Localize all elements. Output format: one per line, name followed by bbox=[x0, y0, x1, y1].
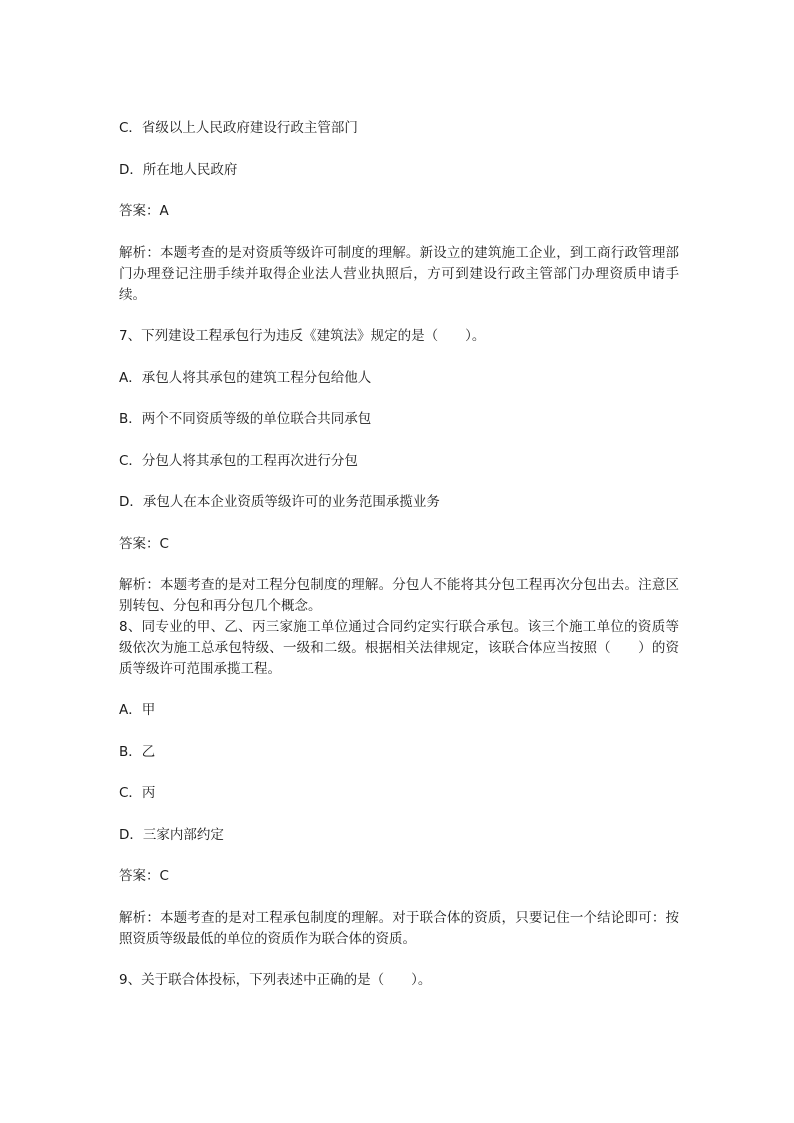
q8-question: 8、同专业的甲、乙、丙三家施工单位通过合同约定实行联合承包。该三个施工单位的资质等级依次为施工总承包特级、一级和二级。根据相关法律规定，该联合体应当按照（ ）的资质等级许可范围承揽工程。 bbox=[119, 619, 679, 677]
q8-analysis: 解析：本题考查的是对工程承包制度的理解。对于联合体的资质，只要记住一个结论即可：按照资质等级最低的单位的资质作为联合体的资质。 bbox=[119, 910, 679, 947]
q8-option-d: D．三家内部约定 bbox=[119, 827, 224, 843]
q7-option-d: D．承包人在本企业资质等级许可的业务范围承揽业务 bbox=[119, 494, 440, 510]
q7-option-b: B．两个不同资质等级的单位联合共同承包 bbox=[119, 411, 372, 427]
q6-answer: 答案：A bbox=[119, 203, 169, 219]
q6-analysis: 解析：本题考查的是对资质等级许可制度的理解。新设立的建筑施工企业，到工商行政管理部门办理登记注册手续并取得企业法人营业执照后，方可到建设行政主管部门办理资质申请手续。 bbox=[119, 245, 679, 303]
q7-analysis: 解析：本题考查的是对工程分包制度的理解。分包人不能将其分包工程再次分包出去。注意区别转包、分包和再分包几个概念。 bbox=[119, 577, 679, 614]
q8-answer: 答案：C bbox=[119, 868, 169, 884]
q7-question: 7、下列建设工程承包行为违反《建筑法》规定的是（ ）。 bbox=[119, 328, 486, 344]
q8-option-b: B．乙 bbox=[119, 744, 156, 760]
q9-question: 9、关于联合体投标，下列表述中正确的是（ ）。 bbox=[119, 972, 432, 988]
q7-option-a: A．承包人将其承包的建筑工程分包给他人 bbox=[119, 370, 372, 386]
q7-option-c: C．分包人将其承包的工程再次进行分包 bbox=[119, 453, 358, 469]
q6-option-c: C．省级以上人民政府建设行政主管部门 bbox=[119, 120, 358, 136]
q8-option-a: A．甲 bbox=[119, 702, 156, 718]
q7-answer: 答案：C bbox=[119, 536, 169, 552]
q8-option-c: C．丙 bbox=[119, 785, 156, 801]
q6-option-d: D．所在地人民政府 bbox=[119, 162, 238, 178]
